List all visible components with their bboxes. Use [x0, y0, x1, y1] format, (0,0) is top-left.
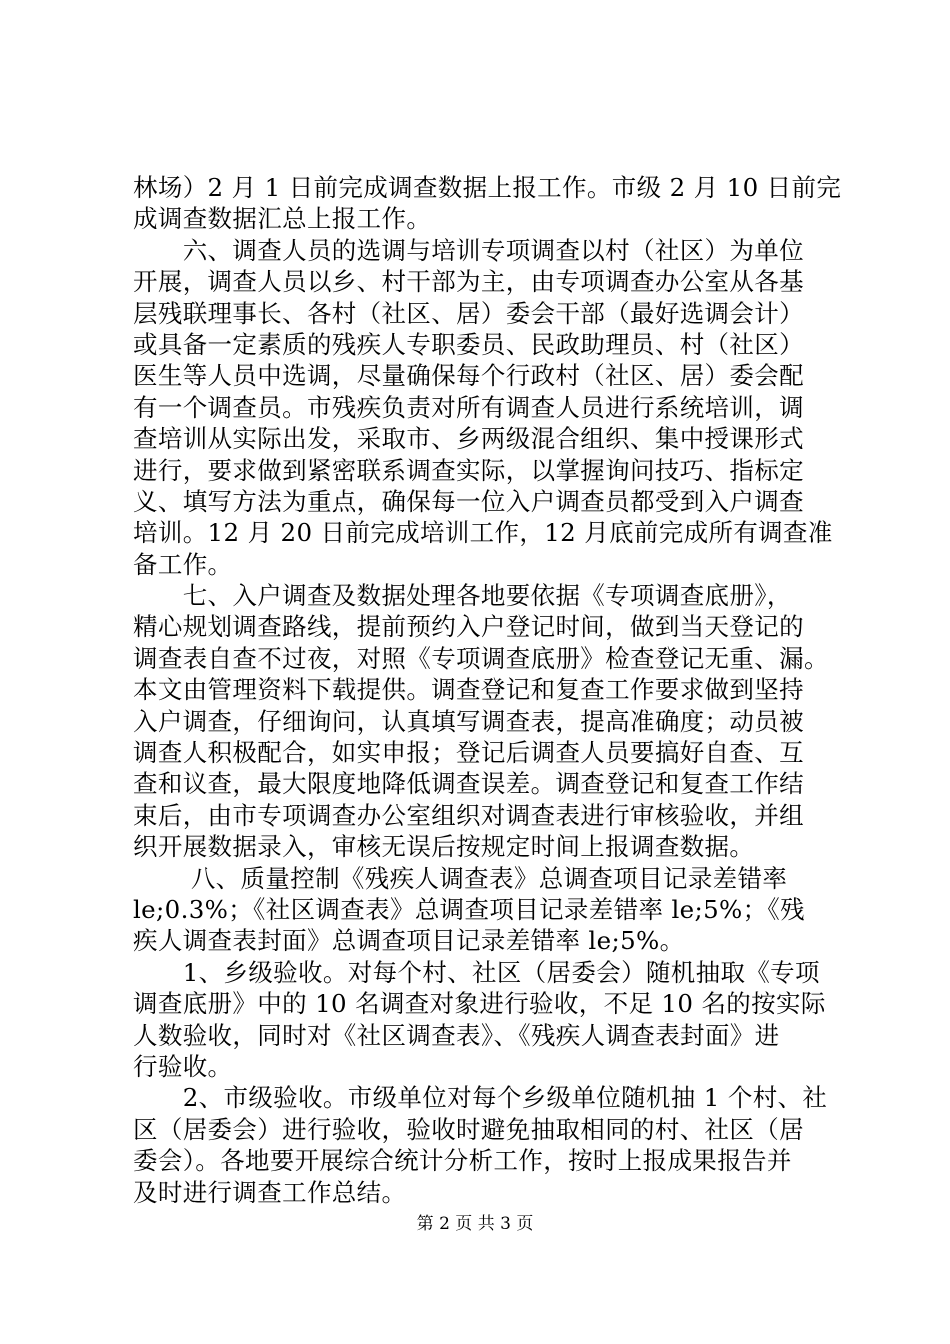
text-line: 义、填写方法为重点，确保每一位入户调查员都受到入户调查	[133, 486, 804, 516]
text-line: 层残联理事长、各村（社区、居）委会干部（最好选调会计）	[133, 298, 804, 328]
text-line: 七、入户调查及数据处理各地要依据《专项调查底册》，	[133, 581, 792, 611]
text-line: 人数验收，同时对《社区调查表》、《残疾人调查表封面》进	[133, 1020, 780, 1050]
text-line: 有一个调查员。市残疾负责对所有调查人员进行系统培训，调	[133, 392, 804, 422]
page-number-footer: 第 2 页 共 3 页	[416, 1214, 534, 1234]
text-line: 开展，调查人员以乡、村干部为主，由专项调查办公室从各基	[133, 267, 804, 297]
text-line: 成调查数据汇总上报工作。	[133, 204, 432, 234]
text-line: 查培训从实际出发，采取市、乡两级混合组织、集中授课形式	[133, 424, 804, 454]
text-line: 入户调查，仔细询问，认真填写调查表，提高准确度；动员被	[133, 706, 804, 736]
text-line: 精心规划调查路线，提前预约入户登记时间，做到当天登记的	[133, 612, 804, 642]
text-line: 备工作。	[133, 549, 233, 579]
text-line: 进行，要求做到紧密联系调查实际，以掌握询问技巧、指标定	[133, 455, 804, 485]
text-line: 调查表自查不过夜，对照《专项调查底册》检查登记无重、漏。	[133, 643, 829, 673]
text-line: 1、乡级验收。对每个村、社区（居委会）随机抽取《专项	[133, 957, 820, 987]
text-line: 及时进行调查工作总结。	[133, 1177, 407, 1207]
text-line: 六、调查人员的选调与培训专项调查以村（社区）为单位	[133, 235, 804, 265]
text-line: 调查人积极配合，如实申报；登记后调查人员要搞好自查、互	[133, 738, 804, 768]
text-line: 林场）2 月 1 日前完成调查数据上报工作。市级 2 月 10 日前完	[133, 173, 842, 202]
text-line: 委会）。各地要开展综合统计分析工作，按时上报成果报告并	[133, 1146, 792, 1176]
text-line: 调查底册》中的 10 名调查对象进行验收，不足 10 名的按实际	[133, 989, 826, 1019]
text-line: 行验收。	[133, 1051, 233, 1081]
text-line: le;0.3%；《社区调查表》总调查项目记录差错率 le;5%；《残	[133, 894, 805, 924]
text-line: 本文由管理资料下载提供。调查登记和复查工作要求做到坚持	[133, 675, 804, 705]
text-line: 束后，由市专项调查办公室组织对调查表进行审核验收，并组	[133, 800, 804, 830]
text-line: 疾人调查表封面》总调查项目记录差错率 le;5%。	[133, 926, 685, 956]
text-line: 八、质量控制《残疾人调查表》总调查项目记录差错率	[133, 863, 788, 893]
text-line: 区（居委会）进行验收，验收时避免抽取相同的村、社区（居	[133, 1114, 804, 1144]
text-line: 查和议查，最大限度地降低调查误差。调查登记和复查工作结	[133, 769, 804, 799]
text-line: 培训。12 月 20 日前完成培训工作，12 月底前完成所有调查准	[133, 518, 833, 548]
text-line: 医生等人员中选调，尽量确保每个行政村（社区、居）委会配	[133, 361, 804, 391]
document-body	[133, 172, 842, 1208]
text-line: 织开展数据录入，审核无误后按规定时间上报调查数据。	[133, 832, 755, 862]
text-line: 2、市级验收。市级单位对每个乡级单位随机抽 1 个村、社	[133, 1083, 828, 1113]
text-line: 或具备一定素质的残疾人专职委员、民政助理员、村（社区）	[133, 329, 804, 359]
